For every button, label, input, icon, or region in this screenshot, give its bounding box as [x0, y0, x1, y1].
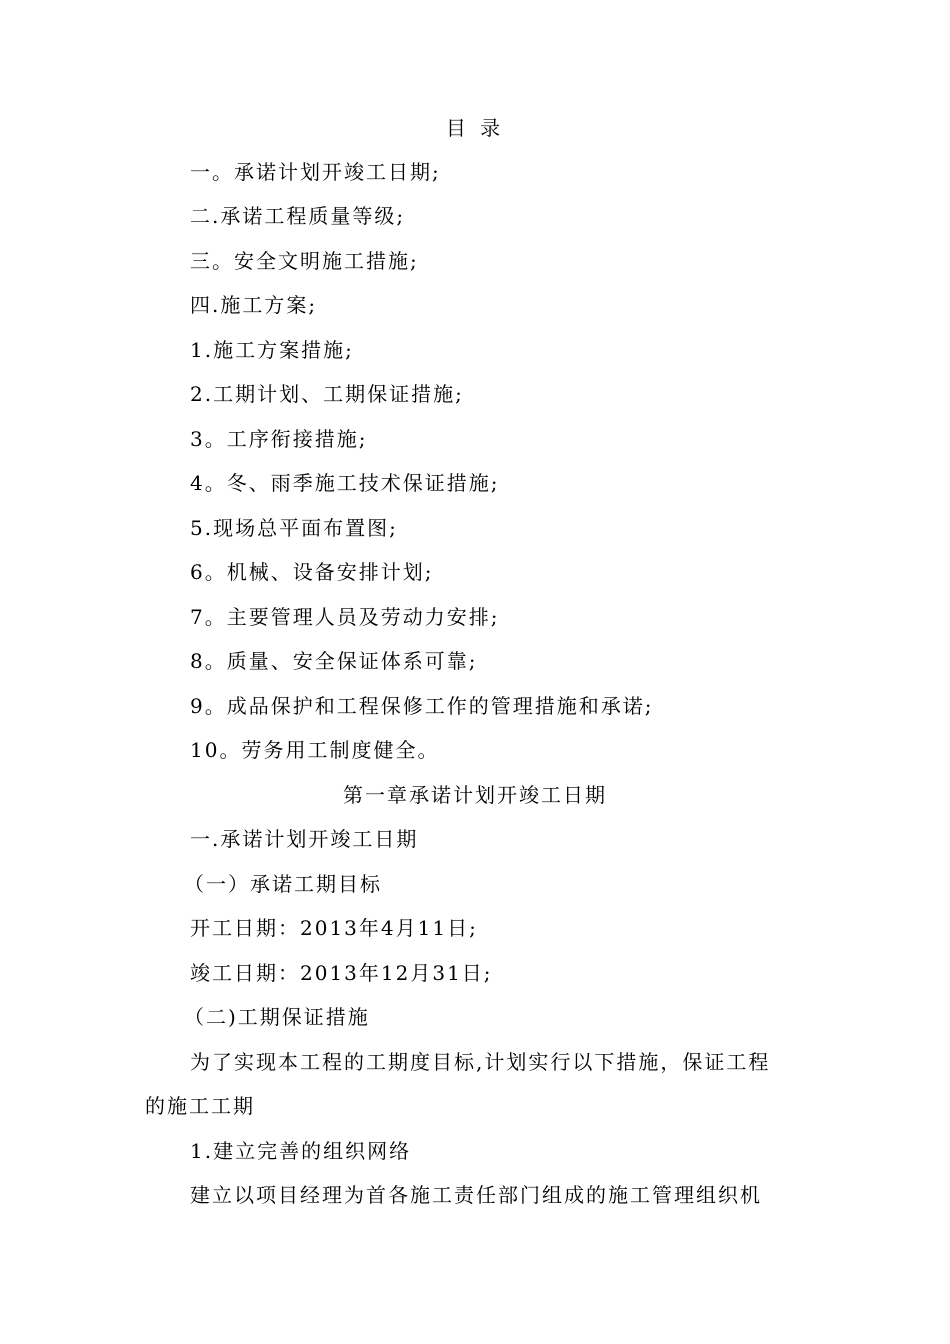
subsection-heading: （二)工期保证措施 [184, 1005, 370, 1029]
toc-item: 4。冬、雨季施工技术保证措施; [190, 471, 500, 495]
subsection-heading: （一）承诺工期目标 [184, 872, 382, 896]
item-heading: 1.建立完善的组织网络 [190, 1139, 412, 1163]
toc-item: 7。主要管理人员及劳动力安排; [190, 605, 500, 629]
toc-item: 2.工期计划、工期保证措施; [190, 382, 464, 406]
toc-item: 6。机械、设备安排计划; [190, 560, 434, 584]
toc-item: 四.施工方案; [190, 293, 318, 317]
toc-item: 8。质量、安全保证体系可靠; [190, 649, 478, 673]
paragraph-line: 建立以项目经理为首各施工责任部门组成的施工管理组织机 [190, 1183, 762, 1207]
chapter-title: 第一章承诺计划开竣工日期 [343, 783, 607, 807]
start-date: 开工日期：2013年4月11日; [190, 916, 478, 940]
toc-item: 1.施工方案措施; [190, 338, 354, 362]
toc-item: 3。工序衔接措施; [190, 427, 368, 451]
section-heading: 一.承诺计划开竣工日期 [190, 827, 419, 851]
toc-item: 10。劳务用工制度健全。 [190, 738, 440, 762]
toc-title: 目 录 [445, 116, 505, 140]
end-date: 竣工日期：2013年12月31日; [190, 961, 493, 985]
toc-item: 二.承诺工程质量等级; [190, 204, 406, 228]
toc-item: 5.现场总平面布置图; [190, 516, 398, 540]
toc-item: 三。安全文明施工措施; [190, 249, 419, 273]
toc-item: 一。承诺计划开竣工日期; [190, 160, 441, 184]
toc-item: 9。成品保护和工程保修工作的管理措施和承诺; [190, 694, 654, 718]
paragraph-line: 的施工工期 [145, 1094, 255, 1118]
paragraph-line: 为了实现本工程的工期度目标,计划实行以下措施，保证工程 [190, 1050, 771, 1074]
